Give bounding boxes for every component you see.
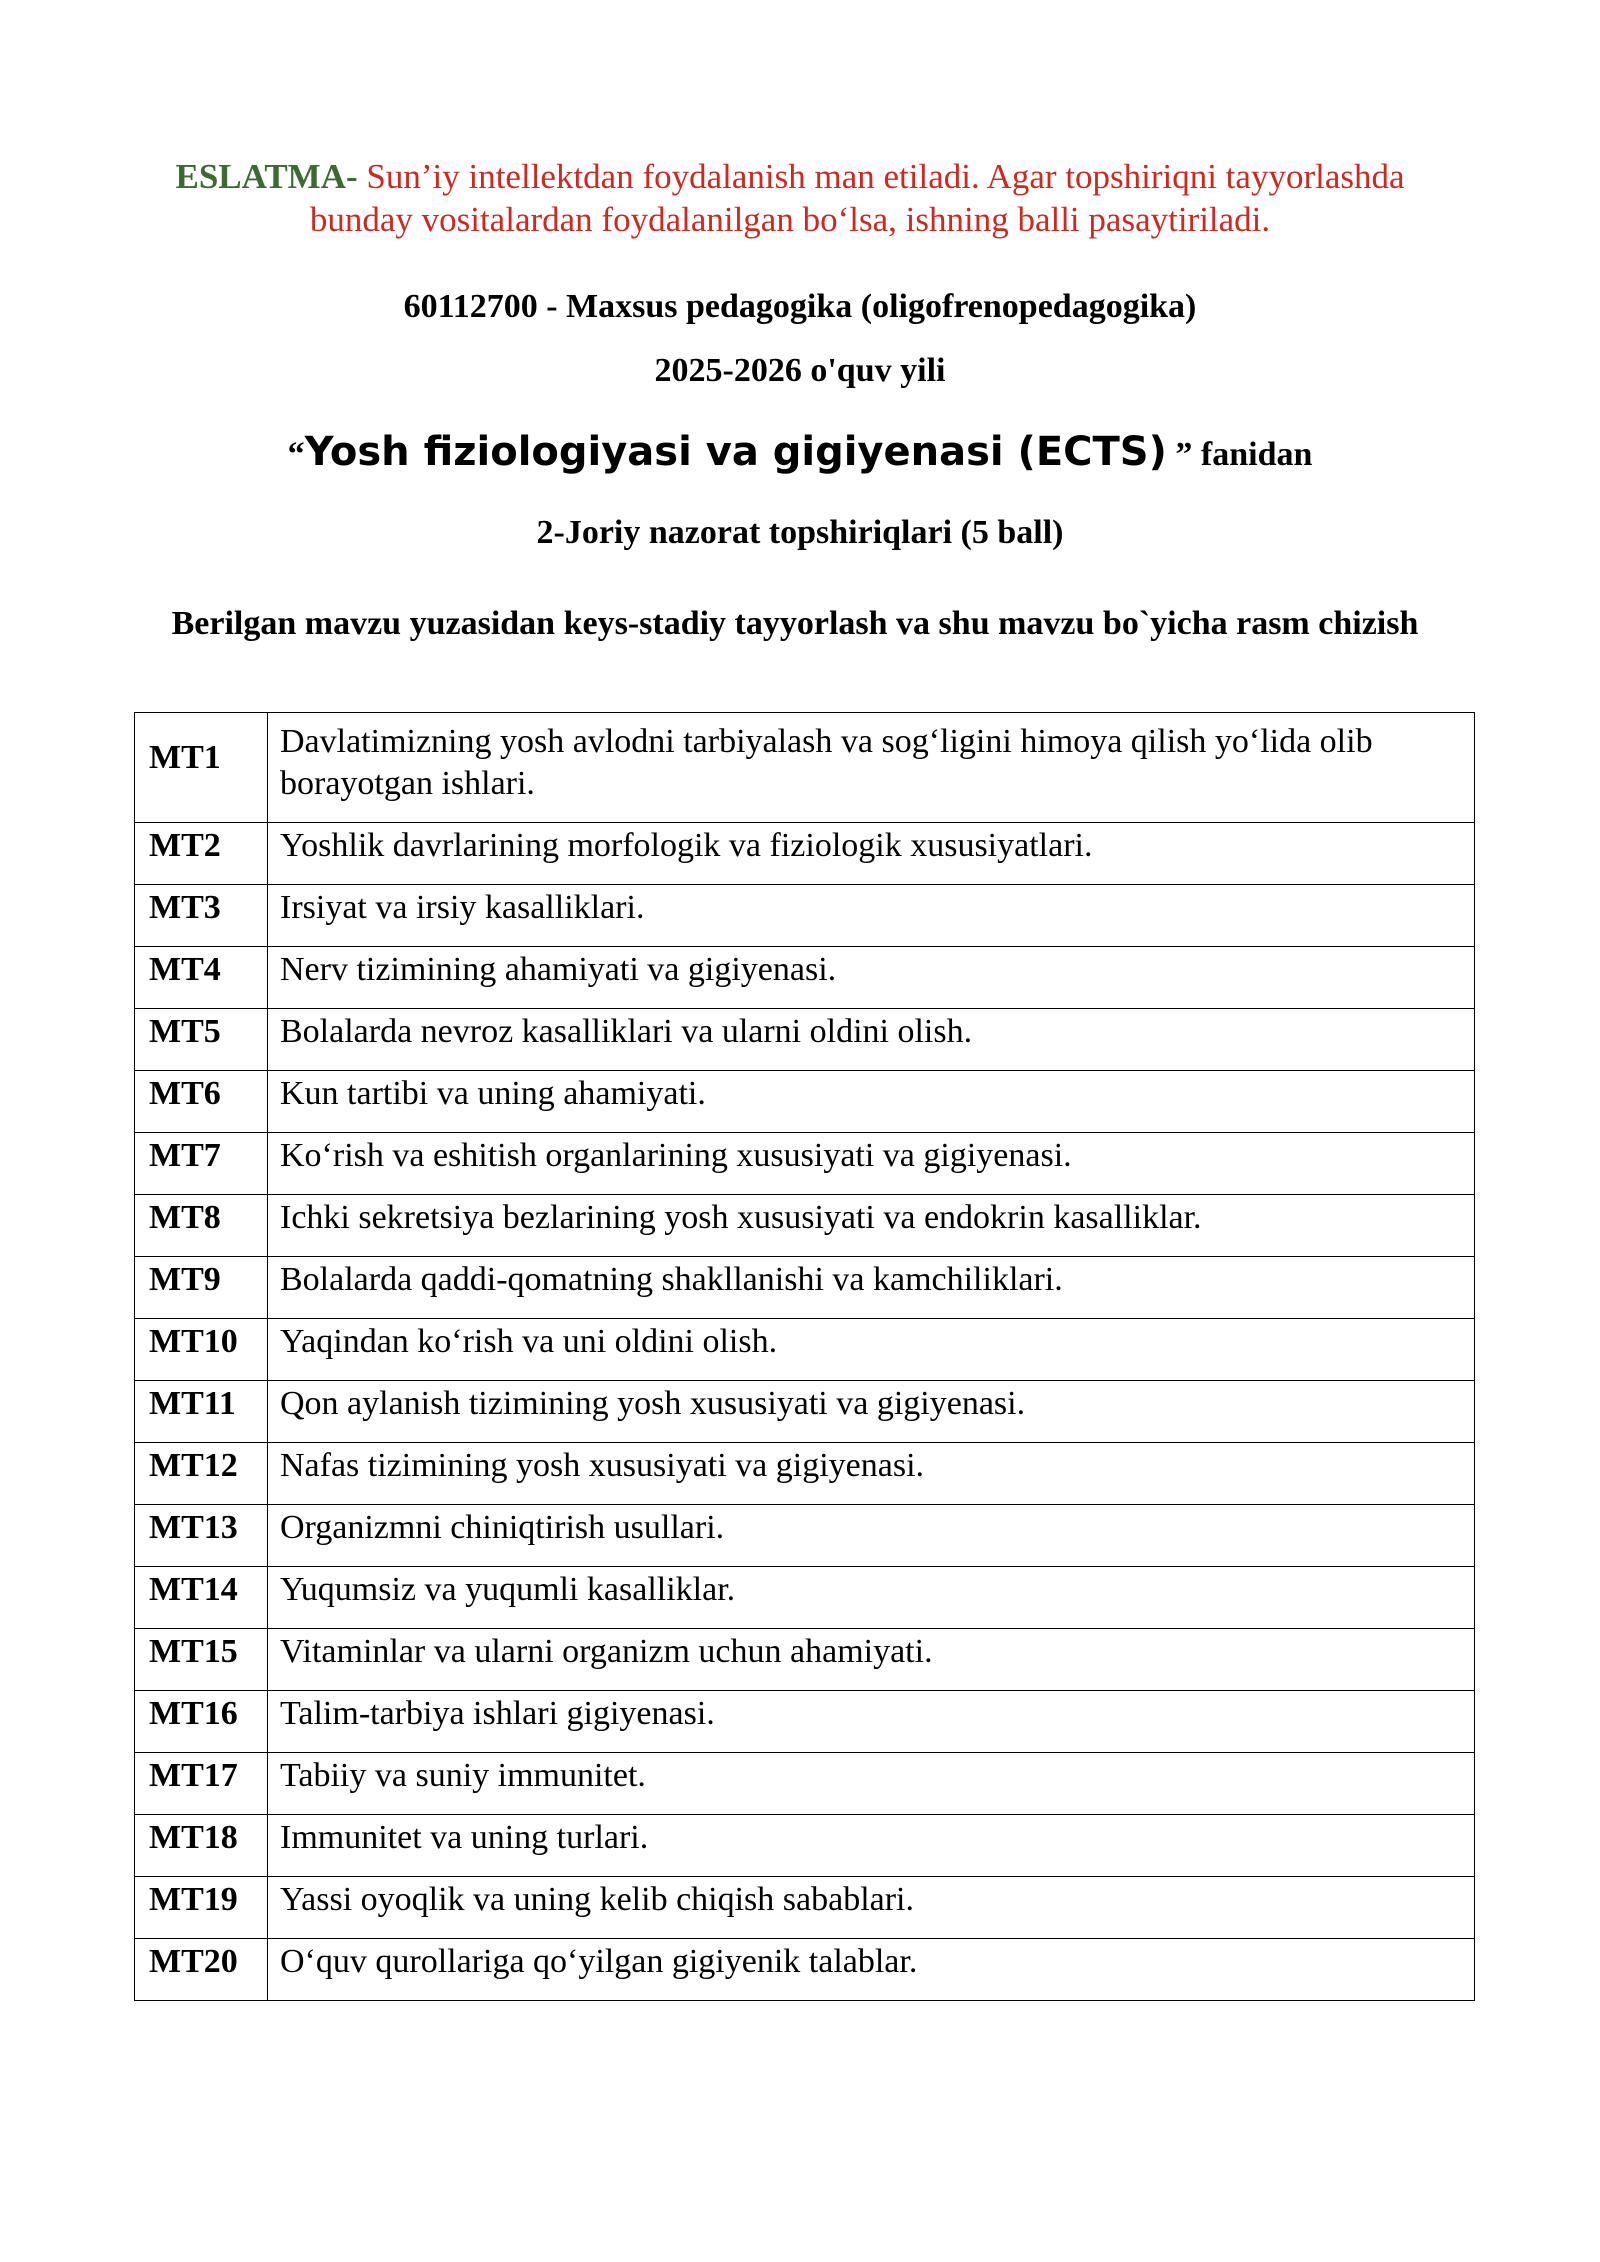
topic-code: MT4 xyxy=(135,947,268,1009)
topic-title: Immunitet va uning turlari. xyxy=(268,1815,1475,1877)
topic-title: Yuqumsiz va yuqumli kasalliklar. xyxy=(268,1567,1475,1629)
topic-code: MT14 xyxy=(135,1567,268,1629)
table-row xyxy=(135,1505,1475,1567)
topic-code: MT9 xyxy=(135,1257,268,1319)
topic-code: MT5 xyxy=(135,1009,268,1071)
topic-title: Ko‘rish va eshitish organlarining xususiyati va gigiyenasi. xyxy=(268,1133,1475,1195)
table-row xyxy=(135,1133,1475,1195)
table-row xyxy=(135,1567,1475,1629)
topic-title: Talim-tarbiya ishlari gigiyenasi. xyxy=(268,1691,1475,1753)
topic-code: MT6 xyxy=(135,1071,268,1133)
topic-title: Vitaminlar va ularni organizm uchun ahamiyati. xyxy=(268,1629,1475,1691)
topic-code: MT15 xyxy=(135,1629,268,1691)
ai-usage-notice xyxy=(120,155,1460,241)
topic-code: MT11 xyxy=(135,1381,268,1443)
topic-title: Nerv tizimining ahamiyati va gigiyenasi. xyxy=(268,947,1475,1009)
topic-code: MT7 xyxy=(135,1133,268,1195)
topic-code: MT12 xyxy=(135,1443,268,1505)
topic-title: Davlatimizning yosh avlodni tarbiyalash va sog‘ligini himoya qilish yo‘lida olib borayotgan ishlari. xyxy=(268,713,1475,823)
table-row xyxy=(135,1257,1475,1319)
table-row xyxy=(135,1071,1475,1133)
table-row xyxy=(135,1939,1475,2001)
topic-title: Bolalarda qaddi-qomatning shakllanishi va kamchiliklari. xyxy=(268,1257,1475,1319)
table-row xyxy=(135,1009,1475,1071)
course-title xyxy=(0,428,1600,479)
topic-code: MT13 xyxy=(135,1505,268,1567)
topic-title: Qon aylanish tizimining yosh xususiyati va gigiyenasi. xyxy=(268,1381,1475,1443)
table-row xyxy=(135,1815,1475,1877)
notice-text: Sun’iy intellektdan foydalanish man etiladi. Agar topshiriqni tayyorlashda bunday vositalardan foydalanilgan bo‘lsa, ishning balli pasaytiriladi. xyxy=(309,157,1405,239)
topic-title: Organizmni chiniqtirish usullari. xyxy=(268,1505,1475,1567)
topic-title: Yoshlik davrlarining morfologik va fiziologik xususiyatlari. xyxy=(268,823,1475,885)
topic-code: MT1 xyxy=(135,713,268,823)
program-title: 60112700 - Maxsus pedagogika (oligofrenopedagogika) xyxy=(403,288,1197,325)
table-row xyxy=(135,1877,1475,1939)
table-row xyxy=(135,713,1475,823)
topic-title: Bolalarda nevroz kasalliklari va ularni oldini olish. xyxy=(268,1009,1475,1071)
instruction-text: Berilgan mavzu yuzasidan keys-stadiy tayyorlash va shu mavzu bo`yicha rasm chizish xyxy=(171,605,1419,642)
table-row xyxy=(135,1691,1475,1753)
table-row xyxy=(135,1629,1475,1691)
topic-code: MT18 xyxy=(135,1815,268,1877)
notice-label: ESLATMA- xyxy=(175,157,358,196)
course-close-quote: ” xyxy=(1166,436,1201,473)
topic-code: MT10 xyxy=(135,1319,268,1381)
topic-code: MT3 xyxy=(135,885,268,947)
table-row xyxy=(135,1443,1475,1505)
table-row xyxy=(135,947,1475,1009)
topic-title: Irsiyat va irsiy kasalliklari. xyxy=(268,885,1475,947)
topic-code: MT17 xyxy=(135,1753,268,1815)
table-row xyxy=(135,1753,1475,1815)
topic-title: Tabiiy va suniy immunitet. xyxy=(268,1753,1475,1815)
table-row xyxy=(135,885,1475,947)
topic-code: MT19 xyxy=(135,1877,268,1939)
academic-year: 2025-2026 o'quv yili xyxy=(654,352,946,389)
course-suffix: fanidan xyxy=(1200,436,1313,473)
topic-title: Nafas tizimining yosh xususiyati va gigiyenasi. xyxy=(268,1443,1475,1505)
topic-code: MT8 xyxy=(135,1195,268,1257)
course-open-quote: “ xyxy=(287,436,305,473)
topic-title: O‘quv qurollariga qo‘yilgan gigiyenik talablar. xyxy=(268,1939,1475,2001)
table-row xyxy=(135,1381,1475,1443)
topic-title: Yassi oyoqlik va uning kelib chiqish sabablari. xyxy=(268,1877,1475,1939)
topic-title: Kun tartibi va uning ahamiyati. xyxy=(268,1071,1475,1133)
task-title: 2-Joriy nazorat topshiriqlari (5 ball) xyxy=(536,514,1064,551)
topic-title: Yaqindan ko‘rish va uni oldini olish. xyxy=(268,1319,1475,1381)
topic-title: Ichki sekretsiya bezlarining yosh xususiyati va endokrin kasalliklar. xyxy=(268,1195,1475,1257)
table-row xyxy=(135,1319,1475,1381)
topic-code: MT16 xyxy=(135,1691,268,1753)
course-name: Yosh fiziologiyasi va gigiyenasi (ECTS) xyxy=(304,429,1167,475)
table-row xyxy=(135,1195,1475,1257)
topics-table xyxy=(134,712,1475,2001)
table-row xyxy=(135,823,1475,885)
topic-code: MT20 xyxy=(135,1939,268,2001)
topic-code: MT2 xyxy=(135,823,268,885)
